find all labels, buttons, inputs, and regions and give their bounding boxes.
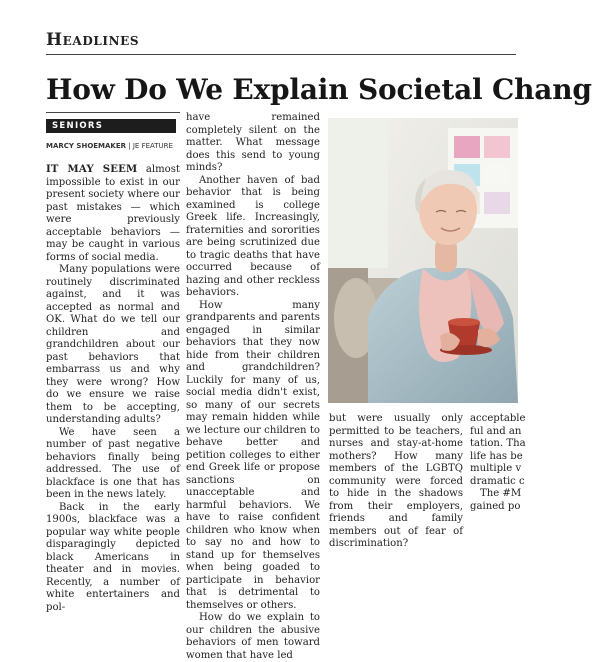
byline-separator: |: [128, 142, 133, 150]
article-line-fragment: acceptable: [470, 413, 526, 424]
headline: How Do We Explain Societal Chang: [46, 73, 592, 106]
article-paragraph: How do we explain to our children the abusive behaviors of men toward women that have led: [186, 612, 320, 661]
article-line-fragment: multiple v: [470, 463, 522, 474]
article-paragraph: IT MAY SEEM almost impossible to exist in our present society where our past mistakes — which were previously acceptable behaviors — may be caught in various forms of social media.: [46, 164, 180, 263]
section-heading: Headlines: [46, 30, 140, 50]
kicker-label: SENIORS: [46, 119, 176, 133]
byline-outlet: JE FEATURE: [132, 142, 173, 150]
article-paragraph: but were usually only permitted to be teachers, nurses and stay-at-home mothers? How many members of the LGBTQ community were forced to hide in the shadows from their employers, friends and family members out of fear of discrimination?: [329, 413, 463, 549]
article-paragraph: We have seen a number of past negative behaviors finally being addressed. The use of blackface is one that has been in the news lately.: [46, 426, 180, 500]
article-line-fragment: ful and an: [470, 425, 522, 437]
byline: [46, 142, 173, 150]
article-line-fragment: gained po: [470, 500, 521, 512]
article-paragraph: Another haven of bad behavior that is being examined is college Greek life. Increasingly, fraternities and sororities are being scrutinized due to tragic deaths that have occurred because of hazing and other reckless behaviors.: [186, 174, 320, 298]
article-column-2: [186, 112, 320, 662]
section-rule: [46, 54, 516, 55]
article-line-fragment: tation. Tha: [470, 438, 526, 449]
article-line-fragment: The #M: [480, 488, 522, 499]
article-paragraph: How many grandparents and parents engaged in similar behaviors that they now hide from their children and grandchildren? Luckily for many of us, social media didn't exist, so many of our secrets may remain hidden while we lecture our children to behave better and petition colleges to either end Greek life or propose sanctions on unacceptable and harmful behaviors. We have to raise confident children who know when to say no and how to stand up for themselves when being goaded to participate in behavior that is detrimental to themselves or others.: [186, 299, 320, 611]
photo-illustration: [328, 118, 518, 403]
article-photo: [328, 118, 518, 403]
article-column-4: [470, 413, 530, 513]
article-column-1: [46, 164, 180, 614]
article-paragraph: Back in the early 1900s, blackface was a popular way white people disparagingly depicted black Americans in theater and in movies. Recently, a number of white entertainers and pol-: [46, 501, 180, 613]
lead-in: IT MAY SEEM: [46, 164, 138, 175]
article-line-fragment: dramatic c: [470, 475, 525, 487]
article-column-3: [329, 413, 463, 551]
article-line-fragment: life has be: [470, 450, 523, 462]
article-paragraph: have remained completely silent on the matter. What message does this send to young minds?: [186, 112, 320, 173]
headline-rule: [46, 112, 180, 113]
article-paragraph: Many populations were routinely discriminated against, and it was accepted as normal and OK. What do we tell our children and grandchildren about our past behaviors that embarrass us and why they were wrong? How do we ensure we raise them to be accepting, understanding adults?: [46, 264, 180, 425]
byline-author: MARCY SHOEMAKER: [46, 142, 127, 150]
